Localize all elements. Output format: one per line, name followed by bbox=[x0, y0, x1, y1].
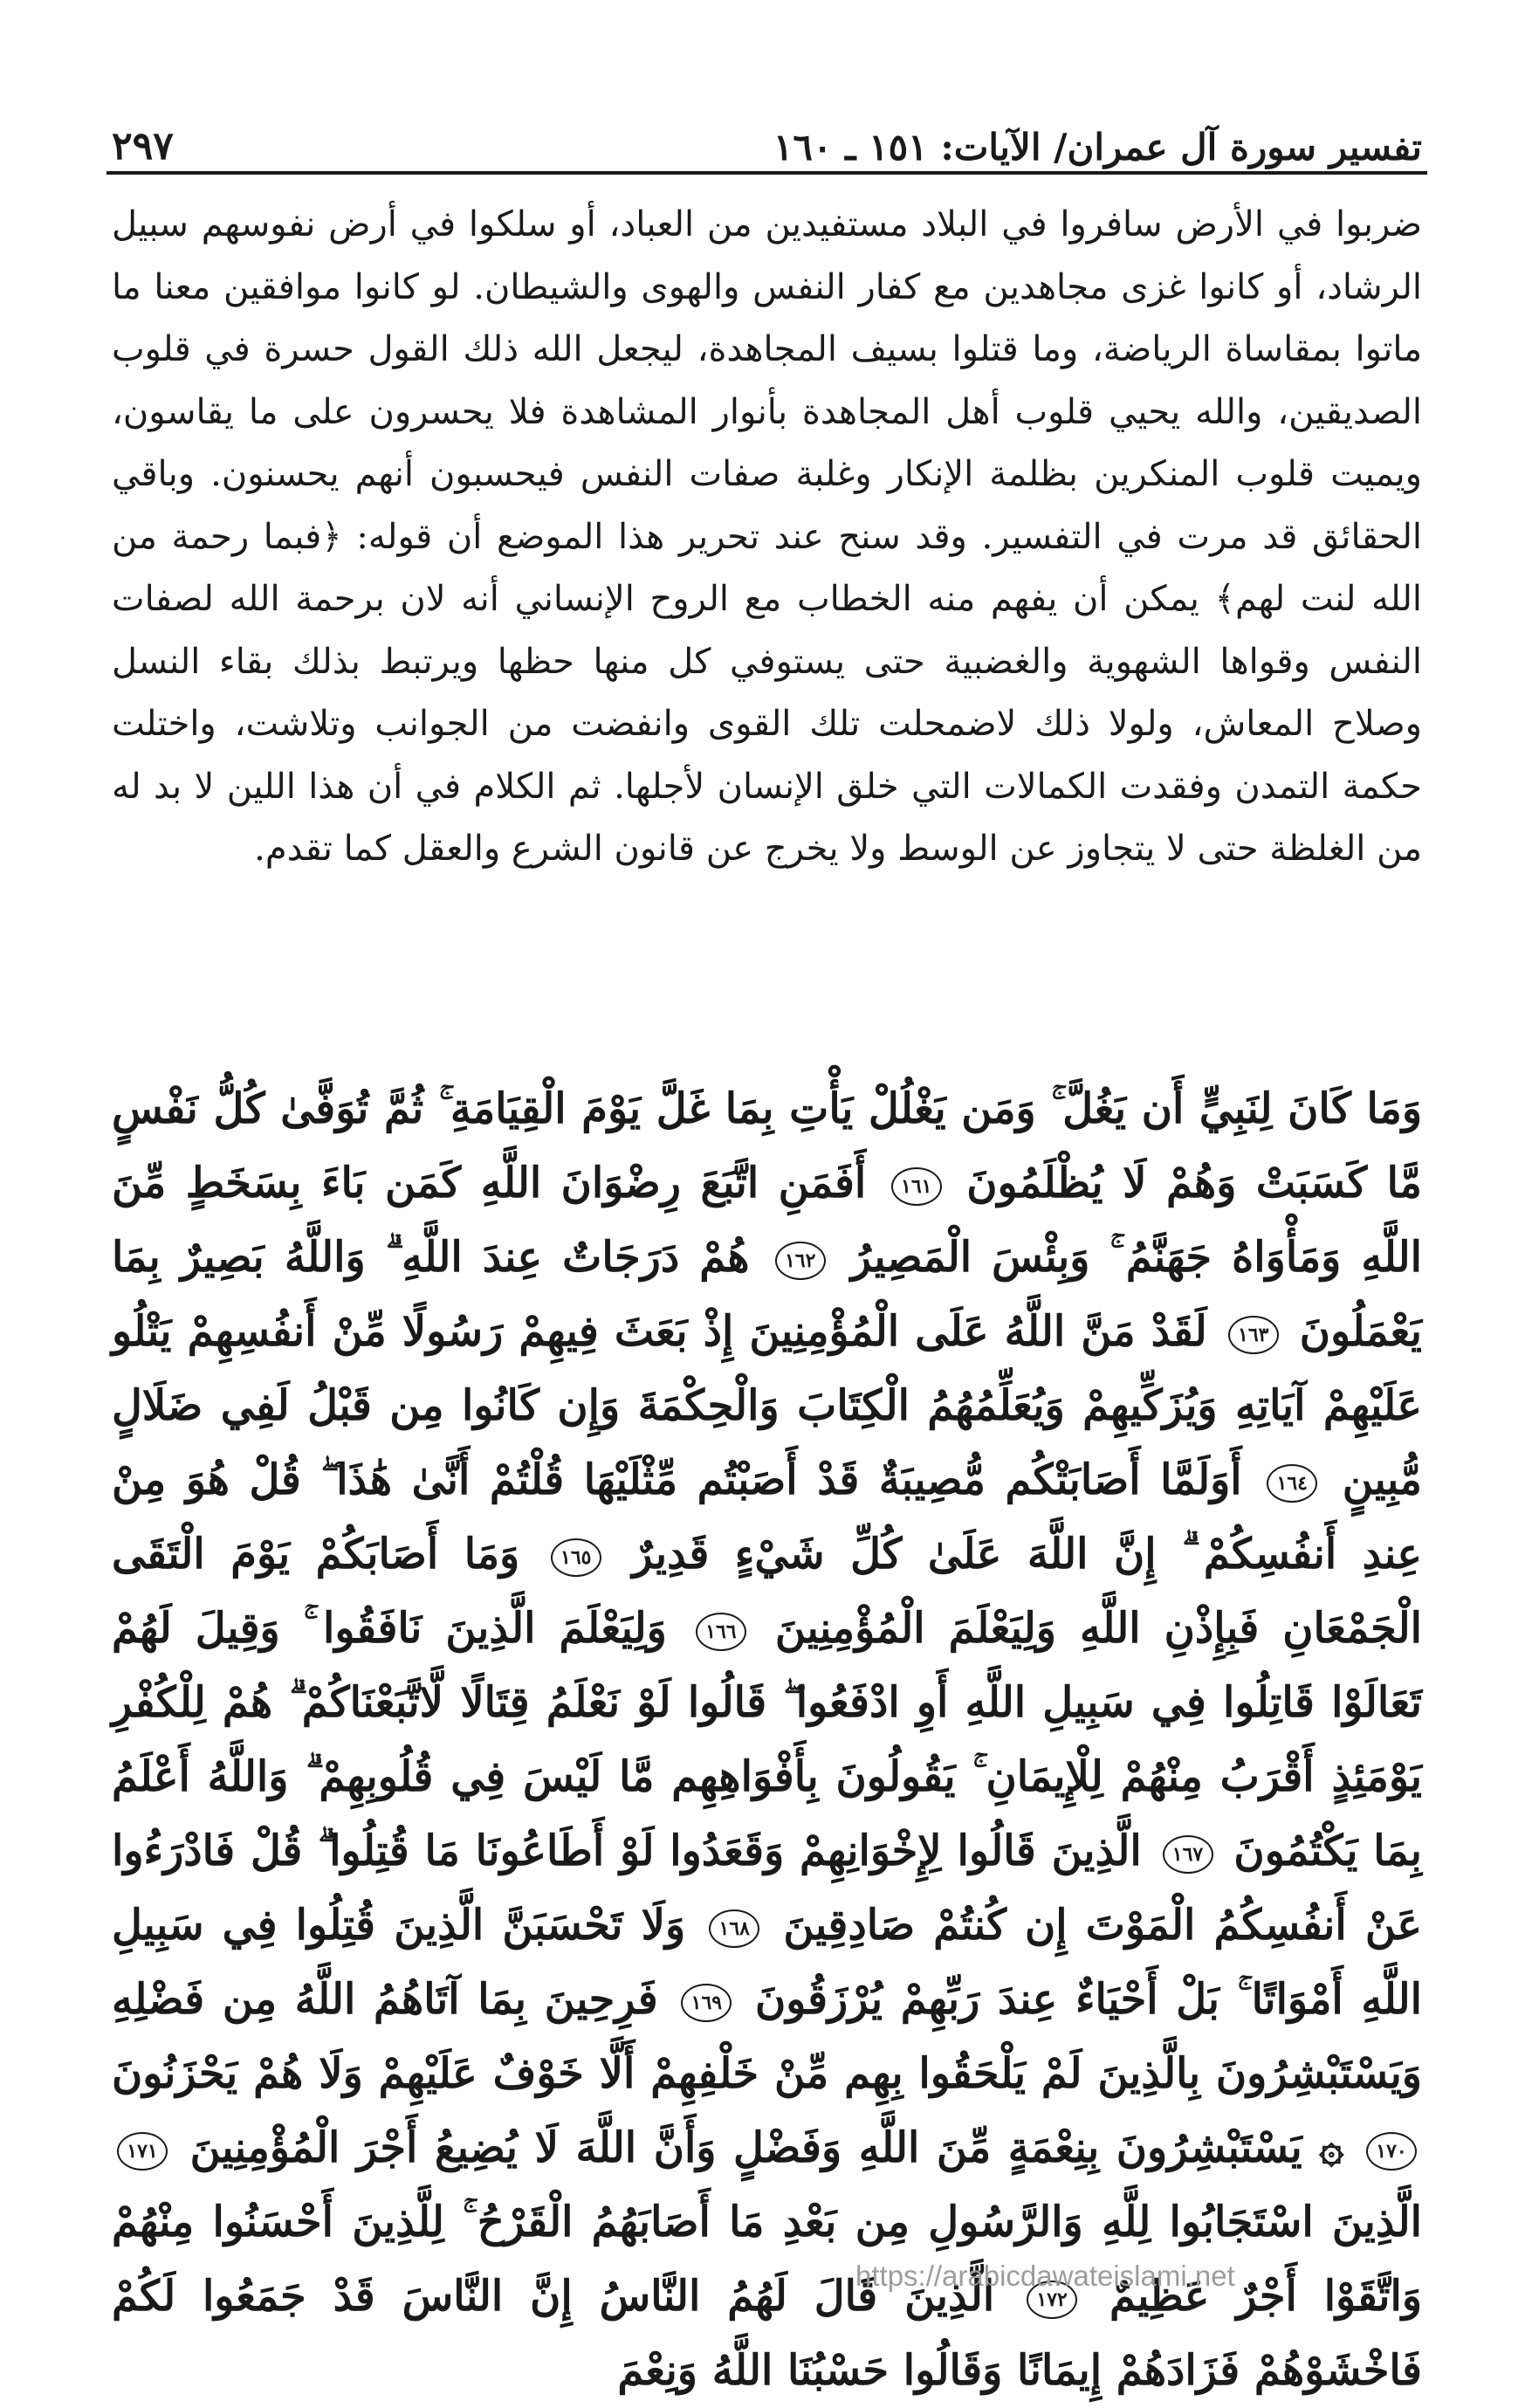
ayah-number-marker: ١٦٨ bbox=[709, 1909, 759, 1948]
ayah-number-marker: ١٦٥ bbox=[551, 1538, 601, 1577]
ayah-number-marker: ١٦١ bbox=[891, 1167, 942, 1206]
ayah-number-marker: ١٧١ bbox=[117, 2132, 168, 2171]
ayah-text: ۞ يَسْتَبْشِرُونَ بِنِعْمَةٍ مِّنَ اللَّهِ وَفَضْلٍ وَأَنَّ اللَّهَ لَا يُضِيعُ أَجْرَ الْمُؤْمِنِينَ bbox=[189, 2123, 1344, 2172]
ayah-number-marker: ١٦٢ bbox=[775, 1242, 826, 1280]
header-divider bbox=[106, 171, 1427, 175]
ayah-number-marker: ١٦٩ bbox=[681, 1984, 732, 2022]
ayah-number-marker: ١٧٢ bbox=[1027, 2281, 1077, 2319]
ayah-text: الَّذِينَ قَالُوا لِإِخْوَانِهِمْ وَقَعَدُوا لَوْ أَطَاعُونَا مَا قُتِلُوا ۗ قُلْ فَادْرَءُوا عَنْ أَنفُسِكُمُ الْمَوْتَ إِن كُنتُمْ صَادِقِينَ bbox=[112, 1827, 1422, 1950]
ayah-text: لَقَدْ مَنَّ اللَّهُ عَلَى الْمُؤْمِنِينَ إِذْ بَعَثَ فِيهِمْ رَسُولًا مِّنْ أَنفُسِهِمْ يَتْلُو عَلَيْهِمْ آيَاتِهِ وَيُزَكِّيهِمْ وَيُعَلِّمُهُمُ الْكِتَابَ وَالْحِكْمَةَ وَإِن كَانُوا مِن قَبْلُ لَفِي ضَلَالٍ مُّبِينٍ bbox=[112, 1307, 1423, 1504]
ayah-text: الَّذِينَ اسْتَجَابُوا لِلَّهِ وَالرَّسُولِ مِن بَعْدِ مَا أَصَابَهُمُ الْقَرْحُ ۚ لِلَّذِينَ أَحْسَنُوا مِنْهُمْ وَاتَّقَوْا أَجْرٌ عَظِيمٌ bbox=[112, 2198, 1423, 2321]
ayah-number-marker: ١٦٧ bbox=[1163, 1835, 1213, 1874]
watermark-url: https://arabicdawateislami.net bbox=[855, 2260, 1235, 2292]
ayah-text: أَوَلَمَّا أَصَابَتْكُم مُّصِيبَةٌ قَدْ أَصَبْتُم مِّثْلَيْهَا قُلْتُمْ أَنَّىٰ هَٰذَا ۖ قُلْ هُوَ مِنْ عِندِ أَنفُسِكُمْ ۗ إِنَّ اللَّهَ عَلَىٰ كُلِّ شَيْءٍ قَدِيرٌ bbox=[112, 1455, 1422, 1579]
quran-text-block bbox=[112, 1072, 1422, 2408]
commentary-paragraph: ضربوا في الأرض سافروا في البلاد مستفيدين من العباد، أو سلكوا في أرض نفوسهم سبيل الرشاد، أو كانوا غزى مجاهدين مع كفار النفس والهوى والشيطان. لو كانوا موافقين معنا ما ماتوا بمقاساة الرياضة، وما قتلوا بسيف المجاهدة، ليجعل الله ذلك القول حسرة في قلوب الصديقين، والله يحيي قلوب أهل المجاهدة بأنوار المشاهدة فلا يحسرون على ما يقاسون، ويميت قلوب المنكرين بظلمة الإنكار وغلبة صفات النفس فيحسبون أنهم يحسنون. وباقي الحقائق قد مرت في التفسير. وقد سنح عند تحرير هذا الموضع أن قوله: ﴿فبما رحمة من الله لنت لهم﴾ يمكن أن يفهم منه الخطاب مع الروح الإنساني أنه لان برحمة الله لصفات النفس وقواها الشهوية والغضبية حتى يستوفي كل منها حظها ويرتبط بذلك بقاء النسل وصلاح المعاش، ولولا ذلك لاضمحلت تلك القوى وانفضت من الجوانب وتلاشت، واختلت حكمة التمدن وفقدت الكمالات التي خلق الإنسان لأجلها. ثم الكلام في أن هذا اللين لا بد له من الغلظة حتى لا يتجاوز عن الوسط ولا يخرج عن قانون الشرع والعقل كما تقدم. bbox=[112, 204, 1423, 869]
ayah-text: فَرِحِينَ بِمَا آتَاهُمُ اللَّهُ مِن فَضْلِهِ وَيَسْتَبْشِرُونَ بِالَّذِينَ لَمْ يَلْحَقُوا بِهِم مِّنْ خَلْفِهِمْ أَلَّا خَوْفٌ عَلَيْهِمْ وَلَا هُمْ يَحْزَنُونَ bbox=[112, 1975, 1422, 2098]
running-title: تفسير سورة آل عمران/ الآيات: ١٥١ ـ ١٦٠ bbox=[773, 126, 1422, 169]
ayah-number-marker: ١٦٣ bbox=[1228, 1316, 1279, 1354]
ayah-text: وَلِيَعْلَمَ الَّذِينَ نَافَقُوا ۚ وَقِيلَ لَهُمْ تَعَالَوْا قَاتِلُوا فِي سَبِيلِ اللَّهِ أَوِ ادْفَعُوا ۖ قَالُوا لَوْ نَعْلَمُ قِتَالًا لَّاتَّبَعْنَاكُمْ ۗ هُمْ لِلْكُفْرِ يَوْمَئِذٍ أَقْرَبُ مِنْهُمْ لِلْإِيمَانِ ۚ يَقُولُونَ بِأَفْوَاهِهِم مَّا لَيْسَ فِي قُلُوبِهِمْ ۗ وَاللَّهُ أَعْلَمُ بِمَا يَكْتُمُونَ bbox=[112, 1604, 1423, 1875]
ayah-text: هُمْ دَرَجَاتٌ عِندَ اللَّهِ ۗ وَاللَّهُ بَصِيرٌ بِمَا يَعْمَلُونَ bbox=[112, 1233, 1422, 1356]
quran-verses bbox=[112, 1072, 1422, 2408]
ayah-text: وَمَا كَانَ لِنَبِيٍّ أَن يَغُلَّ ۚ وَمَن يَغْلُلْ يَأْتِ بِمَا غَلَّ يَوْمَ الْقِيَامَةِ ۚ ثُمَّ تُوَفَّىٰ كُلُّ نَفْسٍ مَّا كَسَبَتْ وَهُمْ لَا يُظْلَمُونَ bbox=[112, 1084, 1422, 1207]
ayah-number-marker: ١٦٦ bbox=[696, 1613, 746, 1651]
page-number: ٢٩٧ bbox=[112, 124, 174, 169]
ayah-text: أَفَمَنِ اتَّبَعَ رِضْوَانَ اللَّهِ كَمَن بَاءَ بِسَخَطٍ مِّنَ اللَّهِ وَمَأْوَاهُ جَهَنَّمُ ۚ وَبِئْسَ الْمَصِيرُ bbox=[112, 1159, 1423, 1282]
ayah-text: الَّذِينَ قَالَ لَهُمُ النَّاسُ إِنَّ النَّاسَ قَدْ جَمَعُوا لَكُمْ فَاخْشَوْهُمْ فَزَادَهُمْ إِيمَانًا وَقَالُوا حَسْبُنَا اللَّهُ وَنِعْمَ bbox=[112, 2272, 1422, 2395]
commentary-text bbox=[112, 194, 1422, 881]
ayah-text: وَمَا أَصَابَكُمْ يَوْمَ الْتَقَى الْجَمْعَانِ فَبِإِذْنِ اللَّهِ وَلِيَعْلَمَ الْمُؤْمِنِينَ bbox=[112, 1530, 1423, 1653]
ayah-number-marker: ١٧٠ bbox=[1366, 2132, 1417, 2171]
page-header bbox=[112, 105, 1422, 169]
ayah-number-marker: ١٦٤ bbox=[1267, 1464, 1317, 1503]
ayah-text: وَلَا تَحْسَبَنَّ الَّذِينَ قُتِلُوا فِي سَبِيلِ اللَّهِ أَمْوَاتًا ۚ بَلْ أَحْيَاءٌ عِندَ رَبِّهِمْ يُرْزَقُونَ bbox=[112, 1901, 1422, 2024]
